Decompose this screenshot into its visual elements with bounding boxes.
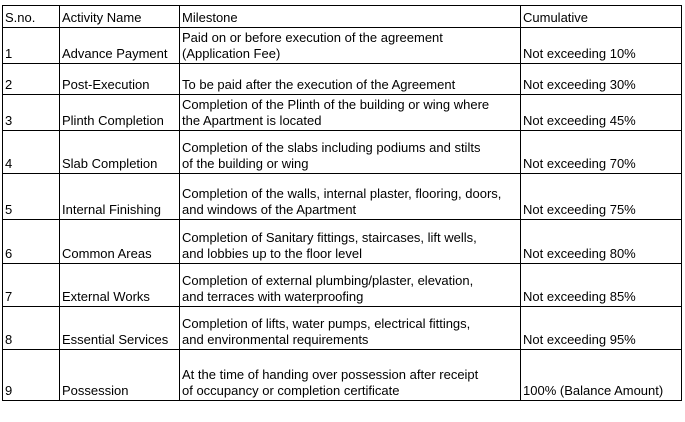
row-activity-name: Internal Finishing xyxy=(60,174,180,220)
payment-schedule-table xyxy=(2,5,682,401)
header-sno: S.no. xyxy=(3,6,60,28)
row-milestone xyxy=(180,350,521,401)
table-row xyxy=(3,131,682,174)
milestone-line: Paid on or before execution of the agreement xyxy=(182,30,443,45)
row-milestone xyxy=(180,264,521,307)
header-milestone: Milestone xyxy=(180,6,521,28)
milestone-line: Completion of external plumbing/plaster, elevation, xyxy=(182,273,474,288)
row-activity-name: Possession xyxy=(60,350,180,401)
milestone-line: the Apartment is located xyxy=(182,113,322,128)
table-row xyxy=(3,95,682,131)
row-sno: 4 xyxy=(3,131,60,174)
row-cumulative: Not exceeding 95% xyxy=(521,307,682,350)
milestone-line: Completion of Sanitary fittings, staircases, lift wells, xyxy=(182,230,477,245)
row-sno: 1 xyxy=(3,28,60,64)
milestone-line: To be paid after the execution of the Agreement xyxy=(182,77,456,92)
milestone-line: and windows of the Apartment xyxy=(182,202,357,217)
row-cumulative: Not exceeding 45% xyxy=(521,95,682,131)
row-activity-name: Advance Payment xyxy=(60,28,180,64)
row-milestone xyxy=(180,28,521,64)
row-activity-name: Common Areas xyxy=(60,220,180,264)
milestone-line: At the time of handing over possession after receipt xyxy=(182,367,479,382)
row-cumulative: Not exceeding 75% xyxy=(521,174,682,220)
milestone-line: and environmental requirements xyxy=(182,332,369,347)
row-sno: 7 xyxy=(3,264,60,307)
milestone-line: Completion of the Plinth of the building or wing where xyxy=(182,97,490,112)
milestone-line: Completion of lifts, water pumps, electrical fittings, xyxy=(182,316,471,331)
row-milestone xyxy=(180,174,521,220)
milestone-line: of occupancy or completion certificate xyxy=(182,383,400,398)
row-milestone xyxy=(180,307,521,350)
milestone-line: (Application Fee) xyxy=(182,46,281,61)
row-activity-name: Slab Completion xyxy=(60,131,180,174)
milestone-line: Completion of the walls, internal plaster, flooring, doors, xyxy=(182,186,502,201)
table-row xyxy=(3,220,682,264)
row-milestone xyxy=(180,220,521,264)
row-cumulative: Not exceeding 85% xyxy=(521,264,682,307)
row-activity-name: Essential Services xyxy=(60,307,180,350)
milestone-line: and lobbies up to the floor level xyxy=(182,246,362,261)
table-row xyxy=(3,264,682,307)
row-activity-name: External Works xyxy=(60,264,180,307)
row-sno: 6 xyxy=(3,220,60,264)
header-activity-name: Activity Name xyxy=(60,6,180,28)
row-cumulative: Not exceeding 70% xyxy=(521,131,682,174)
row-cumulative: 100% (Balance Amount) xyxy=(521,350,682,401)
table-row xyxy=(3,350,682,401)
row-cumulative: Not exceeding 10% xyxy=(521,28,682,64)
row-cumulative: Not exceeding 30% xyxy=(521,64,682,95)
milestone-line: of the building or wing xyxy=(182,156,309,171)
row-sno: 3 xyxy=(3,95,60,131)
header-cumulative: Cumulative xyxy=(521,6,682,28)
row-milestone xyxy=(180,131,521,174)
row-sno: 2 xyxy=(3,64,60,95)
row-activity-name: Plinth Completion xyxy=(60,95,180,131)
row-sno: 9 xyxy=(3,350,60,401)
table-header xyxy=(3,6,682,28)
table-row xyxy=(3,174,682,220)
row-sno: 5 xyxy=(3,174,60,220)
milestone-line: Completion of the slabs including podiums and stilts xyxy=(182,140,481,155)
row-cumulative: Not exceeding 80% xyxy=(521,220,682,264)
row-sno: 8 xyxy=(3,307,60,350)
header-row xyxy=(3,6,682,28)
table-row xyxy=(3,307,682,350)
milestone-line: and terraces with waterproofing xyxy=(182,289,364,304)
table-body xyxy=(3,28,682,401)
row-milestone xyxy=(180,95,521,131)
table-row xyxy=(3,28,682,64)
table-row xyxy=(3,64,682,95)
row-milestone xyxy=(180,64,521,95)
row-activity-name: Post-Execution xyxy=(60,64,180,95)
